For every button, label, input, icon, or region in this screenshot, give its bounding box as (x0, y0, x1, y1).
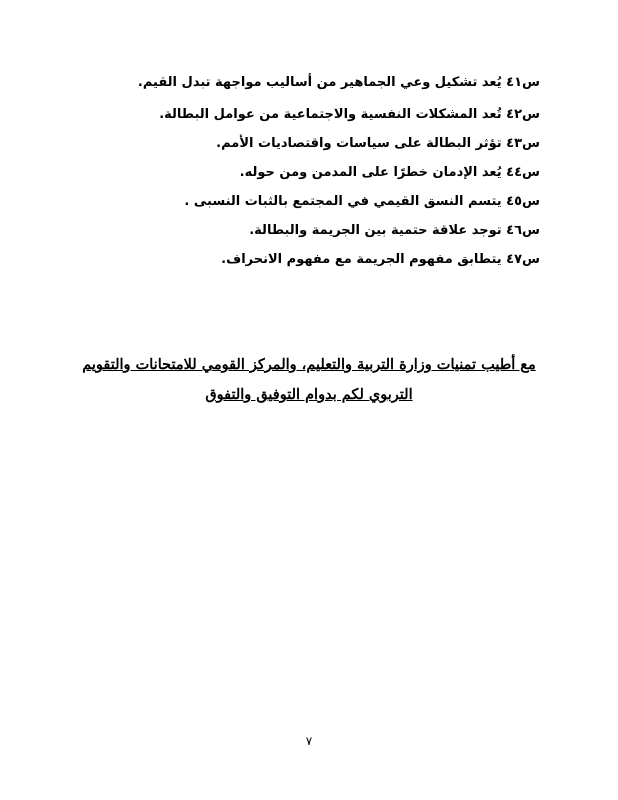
question-47: س٤٧ يتطابق مفهوم الجريمة مع مفهوم الانحراف. (221, 252, 540, 267)
question-list (70, 68, 540, 274)
closing-line-2: التربوي لكم بدوام التوفيق والتفوق (205, 386, 413, 403)
question-45: س٤٥ يتسم النسق القيمي في المجتمع بالثبات النسبى . (184, 194, 540, 209)
question-44: س٤٤ يُعد الإدمان خطرًا على المدمن ومن حوله. (239, 165, 540, 180)
closing-message (60, 350, 558, 410)
closing-line-1: مع أطيب تمنيات وزارة التربية والتعليم، والمركز القومي للامتحانات والتقويم (82, 356, 536, 373)
question-43: س٤٣ تؤثر البطالة على سياسات واقتصاديات الأمم. (216, 136, 540, 151)
page-number: ٧ (305, 734, 313, 748)
question-41: س٤١ يُعد تشكيل وعي الجماهير من أساليب مواجهة تبدل القيم. (137, 75, 540, 90)
question-46: س٤٦ توجد علاقة حتمية بين الجريمة والبطالة. (249, 223, 540, 238)
question-42: س٤٢ تُعد المشكلات النفسية والاجتماعية من عوامل البطالة. (159, 107, 540, 122)
